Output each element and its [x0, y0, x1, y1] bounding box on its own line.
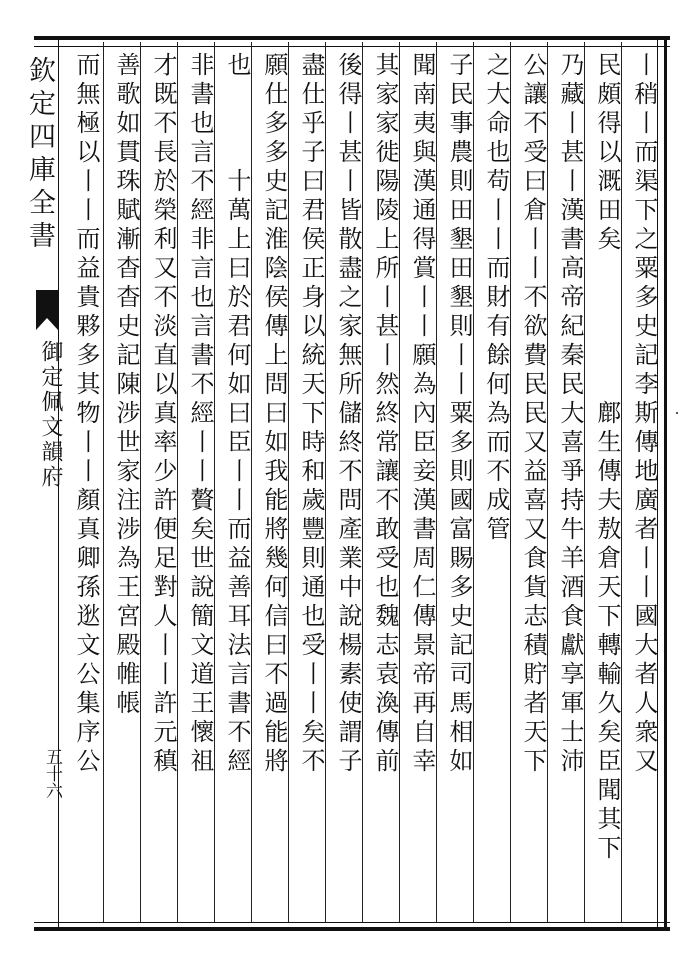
- frame-bottom-border: [34, 922, 670, 931]
- text-column-13: 非書也言不經非言也言書不經丨丨贅矣世說簡文道王懷祖: [186, 52, 214, 777]
- text-column-9: 後得丨甚丨皆散盡之家無所儲終不問產業中說楊素使謂子: [334, 52, 362, 777]
- text-column-5: 之大命也苟丨丨而財有餘何為而不成管: [482, 52, 510, 545]
- text-column-16: 而無極以丨丨而益貴夥多其物丨丨顏真卿孫逖文公集序公: [72, 52, 100, 777]
- text-column-4: 公讓不受曰倉丨丨不欲費民民又益喜又食貨志積貯者天下: [519, 52, 547, 777]
- text-column-8: 其家家徙陽陵上所丨甚丨然終常讓不敢受也魏志袁渙傳前: [371, 52, 399, 777]
- text-column-6: 子民事農則田墾田墾則丨丨粟多則國富賜多史記司馬相如: [445, 52, 473, 777]
- margin-book-title: 欽定四庫全書: [24, 56, 55, 254]
- frame-right-border: [664, 38, 667, 928]
- stray-mark: [676, 412, 678, 414]
- fish-tail-mark: [36, 290, 58, 330]
- text-column-12: 也 十萬上曰於君何如曰臣丨丨而益善耳法言書不經: [223, 52, 251, 777]
- text-column-7: 聞南夷與漢通得賞丨丨願為內臣妾漢書周仁傳景帝再自幸: [408, 52, 436, 777]
- page-number: 五十六: [42, 748, 62, 799]
- text-column-1: 丨稍丨而渠下之粟多史記李斯傳地廣者丨丨國大者人衆又: [630, 52, 658, 777]
- text-column-14: 才既不長於榮利又不淡直以真率少許便足對人丨丨許元稹: [149, 52, 177, 777]
- margin-work-title: 御定佩文韻府: [38, 340, 63, 490]
- text-column-10: 盡仕乎子曰君侯正身以統天下時和歲豐則通也受丨丨矣不: [297, 52, 325, 777]
- text-column-2: 民頗得以溉田矣 鄜生傳夫敖倉天下轉輸久矣臣聞其下: [593, 52, 621, 864]
- text-column-11: 願仕多多史記淮陰侯傳上問曰如我能將幾何信曰不過能將: [260, 52, 288, 777]
- text-column-15: 善歌如貫珠賦漸杳杳史記陳涉世家注涉為王宮殿帷帳: [112, 52, 140, 719]
- text-column-3: 乃藏丨甚丨漢書高帝紀秦民大喜爭持牛羊酒食獻享軍士沛: [556, 52, 584, 777]
- frame-top-border: [34, 36, 670, 47]
